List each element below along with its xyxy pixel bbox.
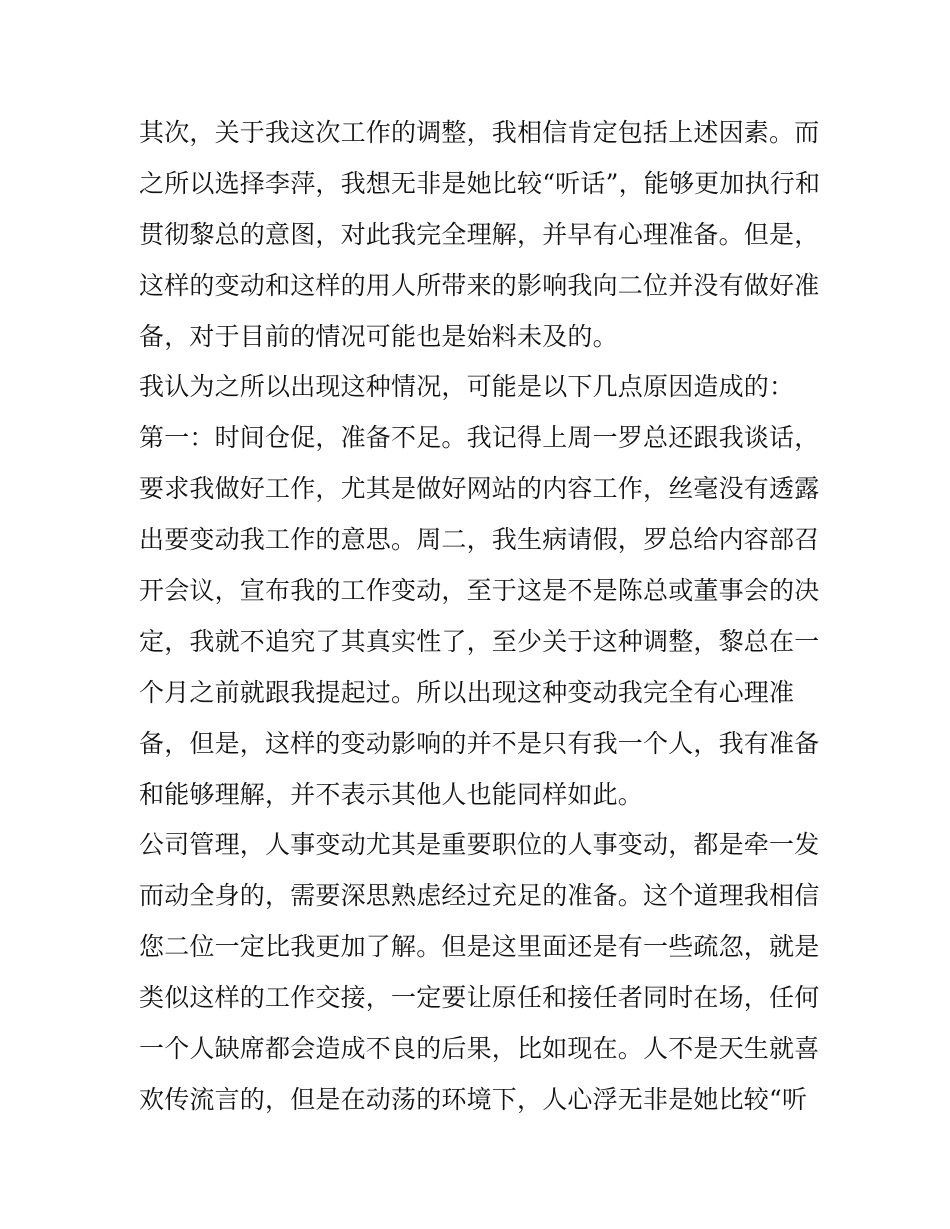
text-line: 之所以选择李萍，我想无非是她比较“听话”，能够更加执行和 <box>139 168 821 198</box>
text-line: 和能够理解，并不表示其他人也能同样如此。 <box>139 779 644 809</box>
text-line: 公司管理，人事变动尤其是重要职位的人事变动，都是牵一发 <box>139 830 820 860</box>
text-line: 备，但是，这样的变动影响的并不是只有我一个人，我有准备 <box>139 728 820 758</box>
text-line: 要求我做好工作，尤其是做好网站的内容工作，丝毫没有透露 <box>139 474 820 504</box>
text-line: 备，对于目前的情况可能也是始料未及的。 <box>139 321 618 351</box>
text-line: 而动全身的，需要深思熟虑经过充足的准备。这个道理我相信 <box>139 881 820 911</box>
body-text <box>139 108 819 1126</box>
text-line: 第一：时间仓促，准备不足。我记得上周一罗总还跟我谈话， <box>139 423 820 453</box>
text-line: 这样的变动和这样的用人所带来的影响我向二位并没有做好准 <box>139 270 820 300</box>
text-line: 个月之前就跟我提起过。所以出现这种变动我完全有心理准 <box>139 677 795 707</box>
text-line: 一个人缺席都会造成不良的后果，比如现在。人不是天生就喜 <box>139 1034 820 1064</box>
text-line: 出要变动我工作的意思。周二，我生病请假，罗总给内容部召 <box>139 525 820 555</box>
text-line: 贯彻黎总的意图，对此我完全理解，并早有心理准备。但是， <box>139 219 820 249</box>
text-line: 其次，关于我这次工作的调整，我相信肯定包括上述因素。而 <box>139 118 820 147</box>
text-line: 您二位一定比我更加了解。但是这里面还是有一些疏忽，就是 <box>139 932 820 962</box>
text-line: 开会议，宣布我的工作变动，至于这是不是陈总或董事会的决 <box>139 576 820 606</box>
text-line: 欢传流言的，但是在动荡的环境下，人心浮无非是她比较“听 <box>139 1084 808 1114</box>
text-line: 类似这样的工作交接，一定要让原任和接任者同时在场，任何 <box>139 983 820 1013</box>
text-line: 我认为之所以出现这种情况，可能是以下几点原因造成的： <box>139 372 795 402</box>
text-line: 定，我就不追究了其真实性了，至少关于这种调整，黎总在一 <box>139 626 820 656</box>
